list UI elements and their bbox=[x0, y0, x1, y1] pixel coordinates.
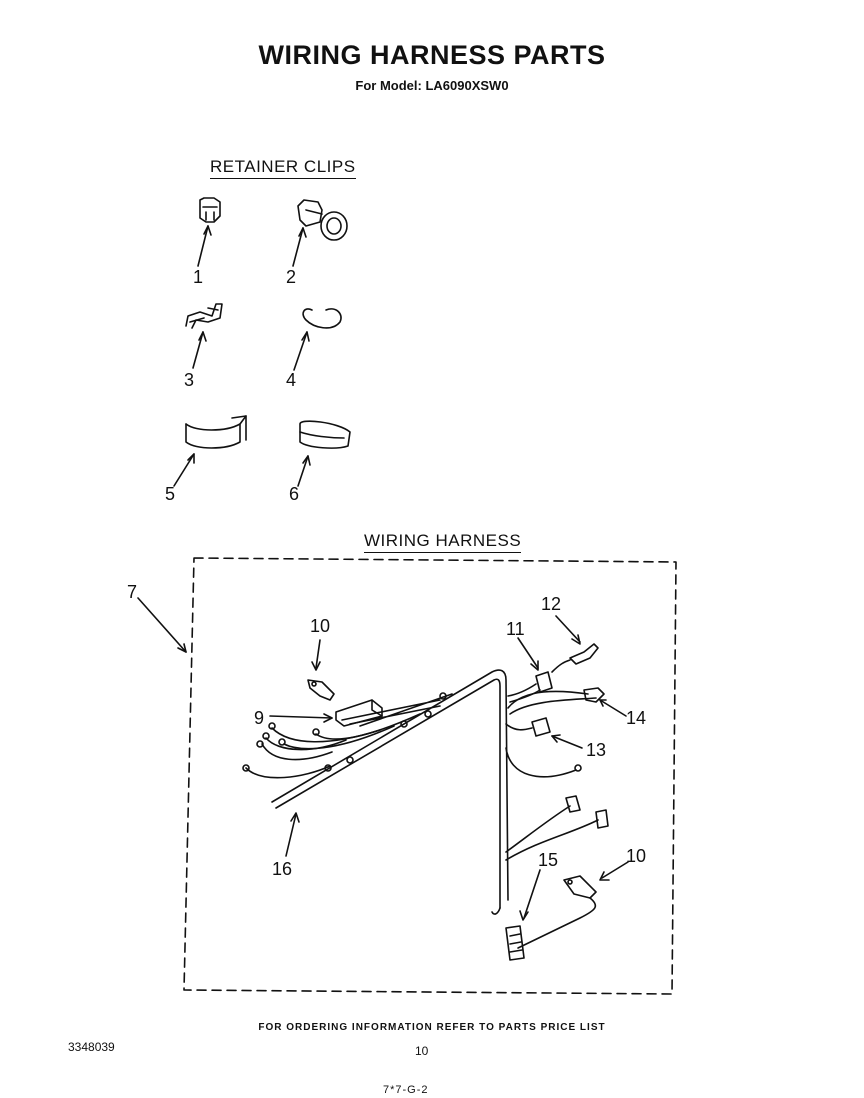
revision-code: 7*7-G-2 bbox=[383, 1084, 429, 1096]
page-number: 10 bbox=[415, 1044, 429, 1058]
harness-right-wires bbox=[506, 748, 608, 860]
connector-13 bbox=[506, 718, 582, 748]
model-subtitle: For Model: LA6090XSW0 bbox=[355, 78, 509, 93]
ordering-note: FOR ORDERING INFORMATION REFER TO PARTS PRICE LIST bbox=[258, 1022, 606, 1033]
retainer-clip-3 bbox=[186, 304, 222, 368]
callout-12: 12 bbox=[541, 594, 562, 614]
connector-9 bbox=[270, 700, 382, 726]
retainer-clip-2 bbox=[293, 200, 347, 266]
wire-assembly-14 bbox=[508, 688, 626, 716]
callout-3: 3 bbox=[184, 370, 195, 390]
callout-4: 4 bbox=[286, 370, 297, 390]
terminal-10-lower bbox=[518, 862, 628, 948]
callout-2: 2 bbox=[286, 267, 297, 287]
callout-11: 11 bbox=[506, 619, 525, 639]
page-title: WIRING HARNESS PARTS bbox=[258, 40, 606, 70]
retainer-clip-5 bbox=[174, 416, 246, 486]
callout-14: 14 bbox=[626, 708, 647, 728]
callout-9: 9 bbox=[254, 708, 265, 728]
callout-15: 15 bbox=[538, 850, 559, 870]
harness-frame bbox=[184, 558, 676, 994]
wiring-harness-heading: WIRING HARNESS bbox=[364, 531, 521, 553]
callout-10-lower: 10 bbox=[626, 846, 647, 866]
harness-main-bundle bbox=[272, 670, 508, 914]
retainer-clip-4 bbox=[294, 309, 341, 370]
callout-7: 7 bbox=[127, 582, 138, 602]
callout-1: 1 bbox=[193, 267, 204, 287]
connector-15 bbox=[506, 870, 540, 960]
document-number: 3348039 bbox=[68, 1040, 115, 1054]
terminal-12 bbox=[552, 616, 598, 672]
retainer-clip-6 bbox=[298, 421, 350, 486]
callout-10-upper: 10 bbox=[310, 616, 331, 636]
retainer-clip-1 bbox=[198, 198, 220, 266]
terminal-10-upper bbox=[308, 640, 334, 700]
callout-13: 13 bbox=[586, 740, 607, 760]
callout-6: 6 bbox=[289, 484, 300, 504]
callout-16: 16 bbox=[272, 859, 293, 879]
retainer-clips-heading: RETAINER CLIPS bbox=[210, 157, 356, 179]
callout-5: 5 bbox=[165, 484, 176, 504]
